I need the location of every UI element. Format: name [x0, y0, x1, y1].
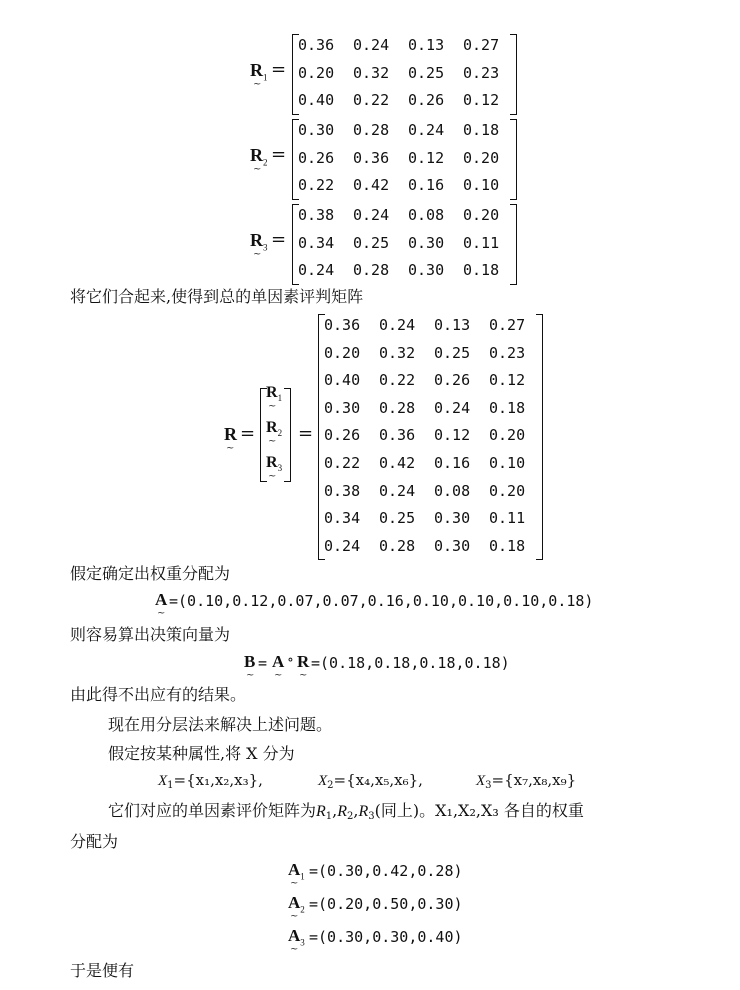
matrix-cell: 0.10 — [489, 454, 526, 472]
matrix-cell: 0.30 — [298, 121, 335, 139]
label-r1: $R_1$ — [250, 60, 268, 83]
tilde-r2: ~ — [253, 164, 262, 175]
matrix-cell: 0.22 — [298, 176, 335, 195]
matrix-cell: 0.38 — [298, 206, 335, 224]
a3-vector: =(0.30,0.30,0.40) — [309, 928, 463, 946]
tilde-r-compose: ~ — [299, 670, 308, 681]
matrix-cell: 0.24 — [353, 206, 390, 224]
block-r3: $R_3$ — [266, 454, 283, 474]
block-vector — [260, 384, 292, 482]
a-vector: =(0.10,0.12,0.07,0.07,0.16,0.10,0.10,0.10,0.18) — [169, 592, 594, 610]
matrix-cell: 0.08 — [434, 481, 471, 500]
matrix-cell: 0.20 — [489, 426, 526, 445]
matrix-cell: 0.18 — [489, 398, 526, 417]
tilde-r-total: ~ — [226, 443, 235, 454]
label-r-total: R — [224, 424, 237, 444]
matrix-cell: 0.18 — [463, 261, 500, 280]
matrix-cell: 0.20 — [298, 63, 335, 82]
label-a2: $A_2$ — [288, 893, 305, 915]
matrix-cell: 0.24 — [298, 261, 335, 280]
matrix-cell: 0.30 — [434, 509, 471, 528]
eq-r-total: = — [240, 423, 256, 444]
matrix-cell: 0.24 — [379, 481, 416, 500]
label-a-2: A — [272, 652, 285, 671]
matrix-cell: 0.22 — [353, 91, 390, 110]
matrix-cell: 0.30 — [408, 233, 445, 252]
matrix-cell: 0.34 — [324, 509, 361, 528]
matrix-r-total — [318, 314, 550, 562]
matrix-cell: 0.24 — [434, 398, 471, 417]
matrix-cell: 0.38 — [324, 481, 361, 500]
matrix-cell: 0.32 — [353, 63, 390, 82]
matrix-cell: 0.12 — [434, 426, 471, 445]
b-eq: = — [258, 654, 268, 672]
matrix-cell: 0.28 — [353, 121, 390, 139]
assume-weights-text: 假定确定出权重分配为 — [70, 564, 231, 583]
matrix-cell: 0.28 — [379, 398, 416, 417]
matrix-cell: 0.22 — [324, 454, 361, 472]
distribution-text: 分配为 — [70, 832, 119, 851]
tilde-r3: ~ — [253, 249, 262, 260]
matrix-cell: 0.11 — [463, 233, 500, 252]
label-a: A — [155, 590, 168, 609]
label-r-compose: R — [297, 652, 310, 671]
eq-r1: = — [271, 59, 287, 80]
matrix-cell: 0.40 — [298, 91, 335, 110]
matrix-cell: 0.26 — [408, 91, 445, 110]
label-a3: $A_3$ — [288, 926, 305, 948]
a2-vector: =(0.20,0.50,0.30) — [309, 895, 463, 913]
matrix-cell: 0.26 — [434, 371, 471, 390]
compose-operator: ∘ — [287, 652, 294, 668]
matrix-cell: 0.24 — [324, 536, 361, 555]
matrix-cell: 0.22 — [379, 371, 416, 390]
no-result-text: 由此得不出应有的结果。 — [70, 685, 247, 704]
matrix-r3 — [292, 204, 524, 287]
block-tilde-2: ~ — [268, 436, 277, 447]
decision-text: 则容易算出决策向量为 — [70, 625, 231, 644]
combine-text: 将它们合起来,使得到总的单因素评判矩阵 — [70, 287, 364, 306]
matrix-cell: 0.24 — [353, 36, 390, 54]
matrix-cell: 0.20 — [489, 481, 526, 500]
matrix-cell: 0.24 — [379, 316, 416, 334]
tilde-a1: ~ — [290, 878, 299, 889]
matrix-cell: 0.26 — [324, 426, 361, 445]
matrix-cell: 0.12 — [408, 148, 445, 167]
block-r2: $R_2$ — [266, 419, 283, 439]
block-bracket-right — [284, 388, 291, 482]
matrix-cell: 0.11 — [489, 509, 526, 528]
matrix-cell: 0.25 — [408, 63, 445, 82]
block-tilde-1: ~ — [268, 401, 277, 412]
matrix-cell: 0.34 — [298, 233, 335, 252]
tilde-b: ~ — [246, 670, 255, 681]
matrix-cell: 0.20 — [324, 343, 361, 362]
matrix-r1 — [292, 34, 524, 117]
matrix-cell: 0.18 — [489, 536, 526, 555]
eq-r2: = — [271, 144, 287, 165]
matrix-cell: 0.23 — [463, 63, 500, 82]
matrix-cell: 0.28 — [353, 261, 390, 280]
matrix-cell: 0.18 — [463, 121, 500, 139]
matrix-cell: 0.42 — [379, 454, 416, 472]
a1-vector: =(0.30,0.42,0.28) — [309, 862, 463, 880]
matrix-cell: 0.36 — [324, 316, 361, 334]
block-tilde-3: ~ — [268, 471, 277, 482]
matrix-cell: 0.27 — [463, 36, 500, 54]
matrix-cell: 0.20 — [463, 206, 500, 224]
matrix-cell: 0.13 — [434, 316, 471, 334]
x1-partition: $X_1=\{x_1,x_2,x_3\}$, — [158, 771, 263, 791]
matrix-cell: 0.10 — [463, 176, 500, 195]
matrix-cell: 0.12 — [463, 91, 500, 110]
tilde-a2: ~ — [290, 911, 299, 922]
matrix-cell: 0.36 — [379, 426, 416, 445]
matrix-cell: 0.25 — [434, 343, 471, 362]
tilde-a: ~ — [157, 608, 166, 619]
x2-partition: $X_2=\{x_4,x_5,x_6\}$, — [318, 771, 423, 791]
matrix-cell: 0.16 — [408, 176, 445, 195]
label-b: B — [244, 652, 256, 671]
block-r1: $R_1$ — [266, 384, 283, 404]
eq-r3: = — [271, 229, 287, 250]
matrix-cell: 0.36 — [353, 148, 390, 167]
label-r2: $R_2$ — [250, 145, 268, 168]
label-a1: $A_1$ — [288, 860, 305, 882]
matrix-cell: 0.27 — [489, 316, 526, 334]
matrix-r2 — [292, 119, 524, 202]
matrix-cell: 0.24 — [408, 121, 445, 139]
matrix-cell: 0.13 — [408, 36, 445, 54]
x3-partition: $X_3=\{x_7,x_8,x_9\}$ — [476, 771, 577, 791]
layered-text: 现在用分层法来解决上述问题。 — [108, 715, 333, 734]
matrix-cell: 0.30 — [408, 261, 445, 280]
therefore-text: 于是便有 — [70, 961, 135, 980]
matrix-cell: 0.30 — [434, 536, 471, 555]
matrix-cell: 0.20 — [463, 148, 500, 167]
matrix-cell: 0.32 — [379, 343, 416, 362]
matrix-cell: 0.16 — [434, 454, 471, 472]
matrix-cell: 0.28 — [379, 536, 416, 555]
tilde-a-2: ~ — [274, 670, 283, 681]
tilde-a3: ~ — [290, 944, 299, 955]
matrix-cell: 0.42 — [353, 176, 390, 195]
corresponding-text: 它们对应的单因素评价矩阵为$R_1,R_2,R_3$(同上)。X₁,X₂,X₃ 各自的权重 — [108, 801, 584, 822]
matrix-cell: 0.25 — [379, 509, 416, 528]
matrix-cell: 0.30 — [324, 398, 361, 417]
matrix-cell: 0.36 — [298, 36, 335, 54]
matrix-cell: 0.40 — [324, 371, 361, 390]
b-vector: =(0.18,0.18,0.18,0.18) — [311, 654, 510, 672]
partition-intro-text: 假定按某种属性,将 X 分为 — [108, 744, 295, 763]
eq-r-total-2: = — [298, 423, 314, 444]
tilde-r1: ~ — [253, 79, 262, 90]
matrix-cell: 0.25 — [353, 233, 390, 252]
matrix-cell: 0.08 — [408, 206, 445, 224]
matrix-cell: 0.23 — [489, 343, 526, 362]
matrix-cell: 0.12 — [489, 371, 526, 390]
matrix-cell: 0.26 — [298, 148, 335, 167]
label-r3: $R_3$ — [250, 230, 268, 253]
